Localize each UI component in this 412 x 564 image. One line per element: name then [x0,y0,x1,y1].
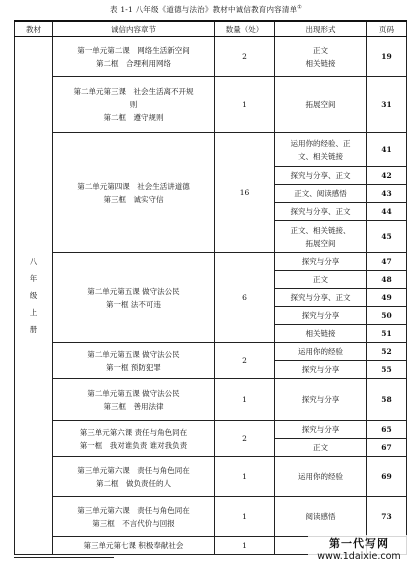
page-cell: 73 [367,497,407,537]
lesson-cell: 第二单元第三课 社会生活离不开规 则 第二框 遵守规则 [53,77,215,133]
table-row [15,253,407,271]
count-cell: 1 [215,497,275,537]
count-cell: 2 [215,421,275,457]
table-caption: 表 1-1 八年级《道德与法治》教材中诚信教育内容清单① [110,4,302,14]
form-cell: 正文、相关链接、 拓展空间 [275,221,367,253]
page-cell: 44 [367,203,407,221]
count-cell: 1 [215,537,275,555]
lesson-cell: 第三单元第六课 责任与角色同在 第二框 做负责任的人 [53,457,215,497]
form-cell: 相关链接 [275,325,367,343]
page-cell: 69 [367,457,407,497]
page-cell: 65 [367,421,407,439]
lesson-cell: 第三单元第七课 积极奉献社会 [53,537,215,555]
page-cell: 49 [367,289,407,307]
table-row [15,133,407,167]
form-cell: 探究与分享 [275,379,367,421]
page-cell: 47 [367,253,407,271]
table-row [15,77,407,133]
form-cell: 运用你的经验、正 文、相关链接 [275,133,367,167]
form-cell: 探究与分享 [275,307,367,325]
form-cell: 正文 [275,439,367,457]
page-cell: 58 [367,379,407,421]
table-row [15,379,407,421]
table-row [15,421,407,439]
form-cell: 阅读感悟 [275,497,367,537]
lesson-cell: 第二单元第五课 做守法公民 第一框 预防犯罪 [53,343,215,379]
page-cell: 48 [367,271,407,289]
table-row [15,37,407,77]
count-cell: 6 [215,253,275,343]
lesson-cell: 第二单元第五课 做守法公民 第一框 法不可违 [53,253,215,343]
table-row [15,457,407,497]
count-cell: 1 [215,77,275,133]
header-cell: 教材 [15,21,53,37]
form-cell: 运用你的经验 [275,457,367,497]
header-cell: 页码 [367,21,407,37]
count-cell: 16 [215,133,275,253]
page-cell: 67 [367,439,407,457]
header-row [15,21,407,37]
header-cell: 数量（处） [215,21,275,37]
form-cell: 正文 相关链接 [275,37,367,77]
lesson-cell: 第二单元第五课 做守法公民 第三框 善用法律 [53,379,215,421]
table-row [15,497,407,537]
page-cell: 52 [367,343,407,361]
lesson-cell: 第二单元第四课 社会生活讲道德 第三框 诚实守信 [53,133,215,253]
count-cell: 1 [215,457,275,497]
content-table [14,20,407,555]
page-cell: 42 [367,167,407,185]
form-cell: 探究与分享、正文 [275,203,367,221]
watermark-title: 第一代写网 [329,537,389,550]
header-cell: 诚信内容章节 [53,21,215,37]
lesson-cell: 第三单元第六课 责任与角色同在 第一框 我对谁负责 谁对我负责 [53,421,215,457]
page-cell: 55 [367,361,407,379]
page-cell: 51 [367,325,407,343]
form-cell: 拓展空间 [275,77,367,133]
page-cell: 43 [367,185,407,203]
form-cell: 探究与分享、正文 [275,289,367,307]
count-cell: 2 [215,37,275,77]
watermark [308,535,410,562]
form-cell: 探究与分享、正文 [275,167,367,185]
form-cell: 正文、阅读感悟 [275,185,367,203]
form-cell: 探究与分享 [275,253,367,271]
count-cell: 1 [215,379,275,421]
header-cell: 出现形式 [275,21,367,37]
lesson-cell: 第三单元第六课 责任与角色同在 第三框 不言代价与回报 [53,497,215,537]
lesson-cell: 第一单元第二课 网络生活新空间 第二框 合理利用网络 [53,37,215,77]
form-cell: 探究与分享 [275,421,367,439]
page-cell: 31 [367,77,407,133]
form-cell: 探究与分享 [275,361,367,379]
grade-cell: 八 年 级 上 册 [15,37,53,555]
page-cell: 50 [367,307,407,325]
page-cell: 41 [367,133,407,167]
count-cell: 2 [215,343,275,379]
form-cell: 运用你的经验 [275,343,367,361]
form-cell: 正文 [275,271,367,289]
table-row [15,343,407,361]
footnote-rule [14,557,114,558]
watermark-url: www.1daixie.com [317,551,401,562]
page-cell: 45 [367,221,407,253]
page-cell: 19 [367,37,407,77]
